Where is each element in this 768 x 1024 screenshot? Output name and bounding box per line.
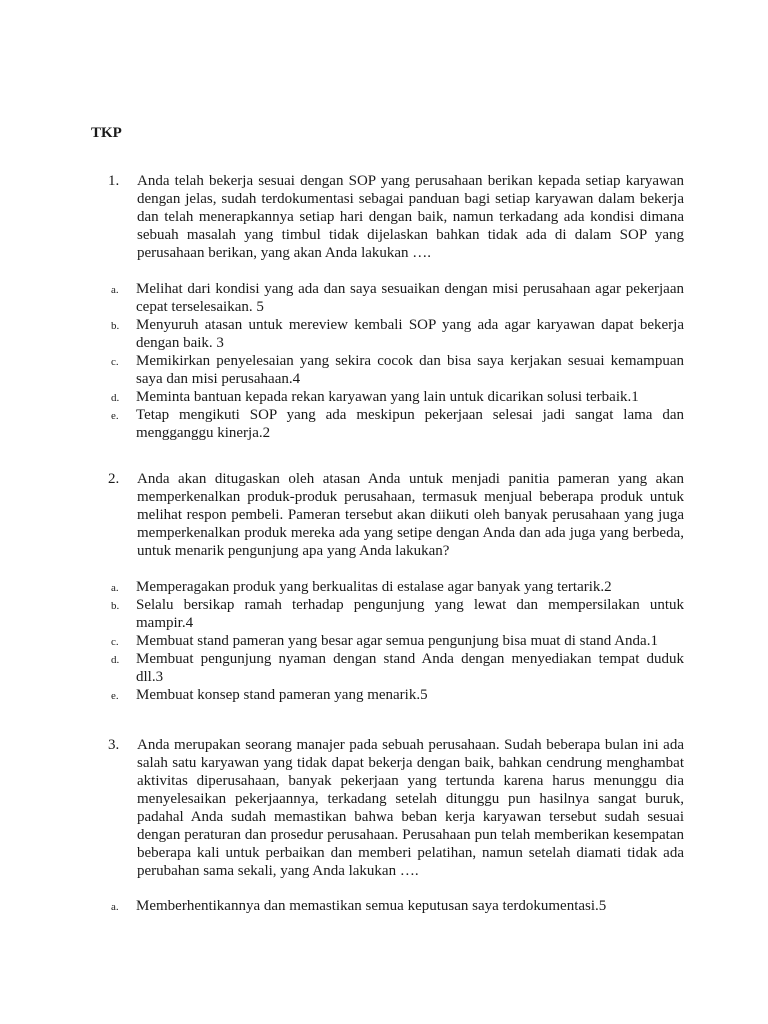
option-letter: d. [111,654,120,666]
option-b [111,596,684,632]
option-d [111,650,684,686]
option-e [111,686,684,704]
question-text: Anda telah bekerja sesuai dengan SOP yang perusahaan berikan kepada setiap karyawan dengan jelas, sudah terdokumentasi sebagai panduan bagi setiap karyawan dalam bekerja dan telah menerapkannya setiap hari dengan baik, namun terkadang ada kondisi dimana sebuah masalah yang timbul tidak dijelaskan bahkan tidak ada di dalam SOP yang perusahaan berikan, yang akan Anda lakukan …. [137,173,684,261]
question-3 [108,736,684,880]
question-text: Anda akan ditugaskan oleh atasan Anda untuk menjadi panitia pameran yang akan memperkenalkan produk-produk perusahaan, termasuk menjual beberapa produk untuk melihat respon pembeli. Pameran tersebut akan diikuti oleh banyak perusahaan yang juga memperkenalkan produk mereka ada yang setipe dengan Anda dan ada juga yang berbeda, untuk menarik pengunjung apa yang Anda lakukan? [137,471,684,559]
question-number: 1. [108,173,120,189]
option-letter: a. [111,582,119,594]
option-text: Meminta bantuan kepada rekan karyawan yang lain untuk dicarikan solusi terbaik.1 [136,389,639,405]
option-text: Selalu bersikap ramah terhadap pengunjung yang lewat dan mempersilakan untuk mampir.4 [136,597,684,631]
option-e [111,406,684,442]
option-a [111,280,684,316]
section-heading: TKP [91,125,122,141]
question-1 [108,172,684,262]
question-1-options [111,280,684,442]
option-letter: b. [111,320,120,332]
question-text: Anda merupakan seorang manajer pada sebuah perusahaan. Sudah beberapa bulan ini ada salah satu karyawan yang tidak dapat bekerja dengan baik, bahkan cendrung menghambat aktivitas diperusahaan, banyak pekerjaan yang tertunda karena harus menunggu dia menyelesaikan pekerjaannya, terkadang setelah ditunggu pun hasilnya sangat buruk, padahal Anda sudah memastikan bahwa beban kerja karyawan tersebut sudah sesuai dengan peraturan dan prosedur perusahaan. Perusahaan pun telah memberikan kesempatan beberapa kali untuk perbaikan dan memberi pelatihan, namun setelah diamati tidak ada perubahan sama sekali, yang Anda lakukan …. [137,737,684,879]
option-a [111,578,684,596]
option-letter: c. [111,356,119,368]
option-b [111,316,684,352]
option-text: Tetap mengikuti SOP yang ada meskipun pekerjaan selesai jadi sangat lama dan mengganggu kinerja.2 [136,407,684,441]
option-text: Melihat dari kondisi yang ada dan saya sesuaikan dengan misi perusahaan agar pekerjaan cepat terselesaikan. 5 [136,281,684,315]
option-text: Membuat pengunjung nyaman dengan stand Anda dengan menyediakan tempat duduk dll.3 [136,651,684,685]
question-number: 2. [108,471,120,487]
option-text: Menyuruh atasan untuk mereview kembali SOP yang ada agar karyawan dapat bekerja dengan baik. 3 [136,317,684,351]
option-c [111,632,684,650]
option-c [111,352,684,388]
option-text: Memperagakan produk yang berkualitas di estalase agar banyak yang tertarik.2 [136,579,612,595]
option-d [111,388,684,406]
question-2-options [111,578,684,704]
option-letter: a. [111,901,119,913]
question-2 [108,470,684,560]
option-text: Membuat stand pameran yang besar agar semua pengunjung bisa muat di stand Anda.1 [136,633,658,649]
option-text: Memikirkan penyelesaian yang sekira cocok dan bisa saya kerjakan sesuai kemampuan saya dan misi perusahaan.4 [136,353,684,387]
option-letter: b. [111,600,120,612]
option-letter: a. [111,284,119,296]
option-text: Memberhentikannya dan memastikan semua keputusan saya terdokumentasi.5 [136,898,607,914]
option-letter: e. [111,690,119,702]
option-letter: e. [111,410,119,422]
question-3-options [111,897,684,915]
option-a [111,897,684,915]
option-text: Membuat konsep stand pameran yang menarik.5 [136,687,428,703]
option-letter: c. [111,636,119,648]
question-number: 3. [108,737,120,753]
option-letter: d. [111,392,120,404]
